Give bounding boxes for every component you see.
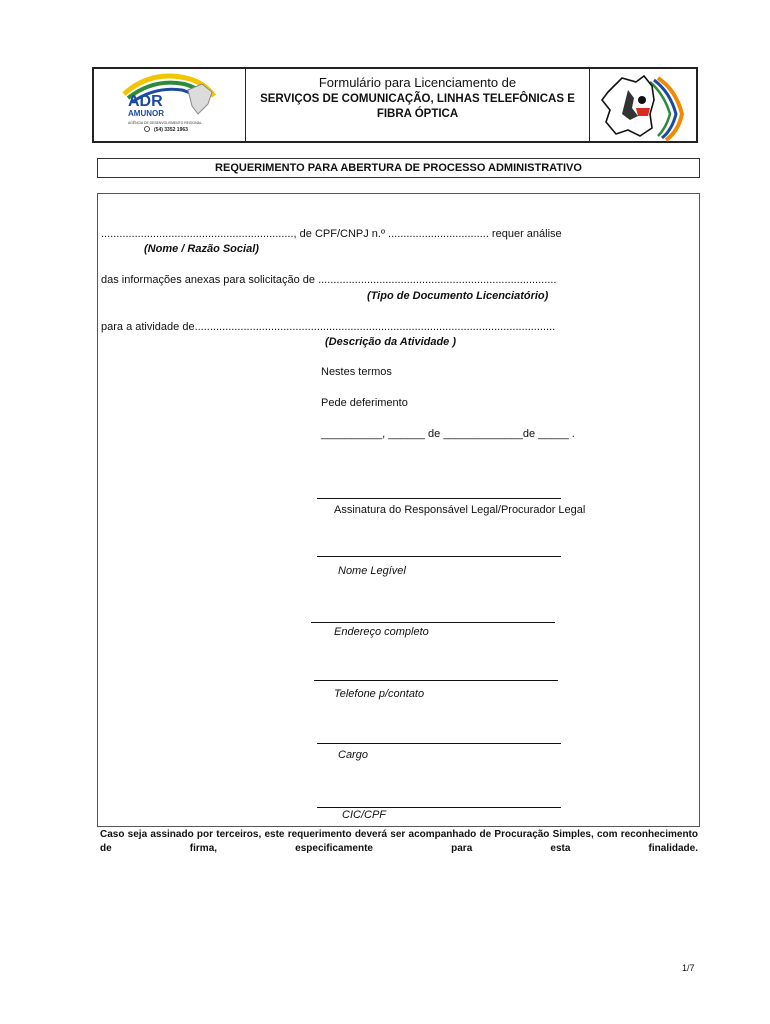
page-number: 1/7 bbox=[682, 963, 695, 973]
date-line[interactable]: __________, ______ de _____________de _____ . bbox=[321, 428, 575, 440]
logo-tagline: AGÊNCIA DE DESENVOLVIMENTO REGIONAL bbox=[128, 121, 202, 125]
name-label: Nome Legível bbox=[338, 565, 406, 577]
form-header bbox=[92, 67, 698, 143]
label-name: (Nome / Razão Social) bbox=[144, 243, 259, 255]
signature-line[interactable] bbox=[317, 498, 561, 499]
field-line-document-type[interactable]: das informações anexas para solicitação de .............................................................................. bbox=[101, 274, 557, 286]
address-line[interactable] bbox=[311, 622, 555, 623]
header-subtitle-1: SERVIÇOS DE COMUNICAÇÃO, LINHAS TELEFÔNICAS E bbox=[260, 93, 575, 105]
header-title: Formulário para Licenciamento de bbox=[318, 75, 517, 90]
logo-sub-brand: AMUNOR bbox=[128, 109, 164, 118]
label-document-type: (Tipo de Documento Licenciatório) bbox=[367, 290, 549, 302]
footnote: Caso seja assinado por terceiros, este requerimento deverá ser acompanhado de Procuração Simples, com reconhecimento de firma, especificamente para esta finalidade. bbox=[100, 829, 698, 854]
request-text: Pede deferimento bbox=[321, 397, 408, 409]
adr-amunor-logo bbox=[96, 70, 244, 142]
header-logo-cell bbox=[94, 69, 246, 141]
map-emblem-icon bbox=[592, 70, 694, 142]
field-line-name-cpf[interactable]: ..............................................................., de CPF/CNPJ n.º ................................. requer análise bbox=[101, 228, 562, 240]
request-heading: REQUERIMENTO PARA ABERTURA DE PROCESSO ADMINISTRATIVO bbox=[97, 158, 700, 178]
terms-text: Nestes termos bbox=[321, 366, 392, 378]
phone-icon bbox=[145, 127, 150, 132]
phone-label: Telefone p/contato bbox=[334, 688, 425, 700]
address-label: Endereço completo bbox=[334, 626, 429, 638]
phone-line[interactable] bbox=[314, 680, 558, 681]
position-line[interactable] bbox=[317, 743, 561, 744]
position-label: Cargo bbox=[338, 749, 368, 761]
logo-phone: (54) 3352 1963 bbox=[154, 127, 188, 133]
cpf-label: CIC/CPF bbox=[342, 809, 386, 821]
field-line-activity[interactable]: para a atividade de...................................................................................................................... bbox=[101, 321, 556, 333]
header-title-cell bbox=[246, 69, 590, 141]
label-activity: (Descrição da Atividade ) bbox=[325, 336, 457, 348]
name-line[interactable] bbox=[317, 556, 561, 557]
header-emblem-cell bbox=[590, 69, 696, 141]
header-subtitle-2: FIBRA ÓPTICA bbox=[376, 108, 459, 120]
signature-label: Assinatura do Responsável Legal/Procurador Legal bbox=[334, 504, 586, 516]
cpf-line[interactable] bbox=[317, 807, 561, 808]
logo-brand: ADR bbox=[128, 93, 163, 110]
